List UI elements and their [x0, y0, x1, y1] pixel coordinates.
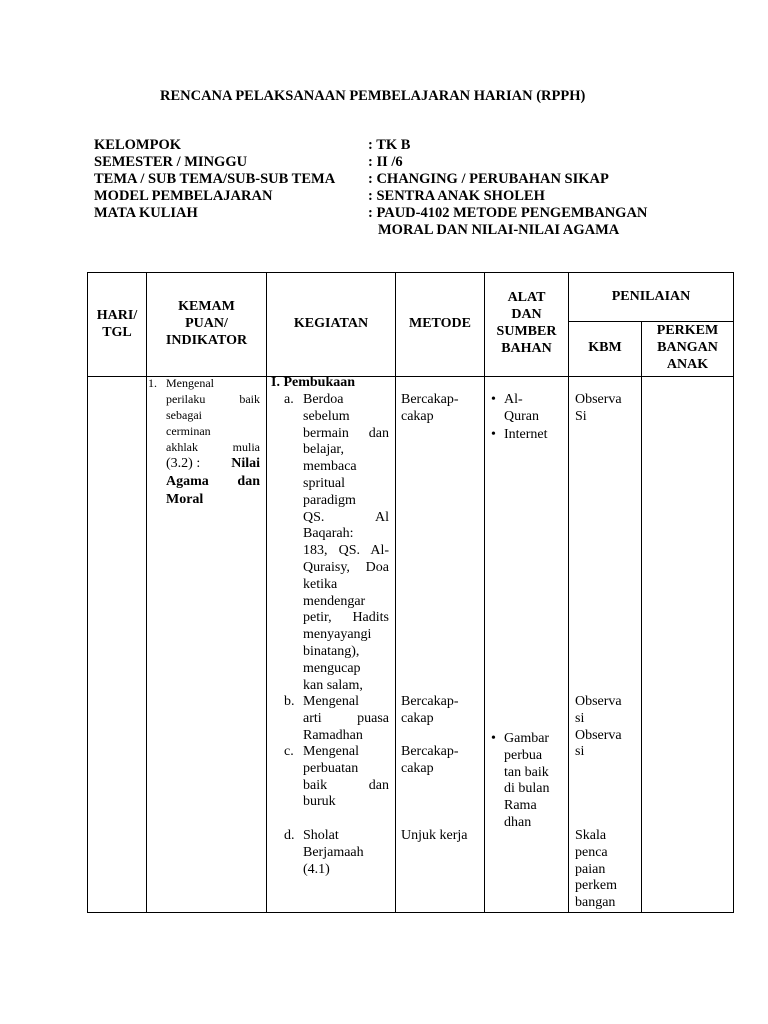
col-divider-2: [266, 272, 267, 913]
kbm-a: Observa Si: [575, 392, 622, 424]
table-border-bottom: [87, 912, 734, 913]
metode-c: Bercakap- cakap: [401, 744, 459, 776]
metode-a: Bercakap- cakap: [401, 392, 459, 424]
kegiatan-letter-b: b.: [284, 694, 295, 709]
kemampuan-number: 1.: [148, 376, 157, 390]
info-value-continuation: MORAL DAN NILAI-NILAI AGAMA: [378, 222, 620, 238]
col-divider-6: [641, 321, 642, 913]
info-value-mata-kuliah: : PAUD-4102 METODE PENGEMBANGAN: [368, 205, 648, 221]
header-metode: METODE: [409, 316, 471, 331]
header-alat: ALAT DAN SUMBER BAHAN: [496, 290, 557, 356]
alat-item-gambar: Gambar perbua tan baik di bulan Rama dhan: [504, 731, 550, 830]
kbm-d: Skala penca paian perkem bangan: [575, 828, 617, 911]
document-title: RENCANA PELAKSANAAN PEMBELAJARAN HARIAN (RPPH): [160, 88, 586, 104]
info-label-model: MODEL PEMBELAJARAN: [94, 188, 273, 204]
header-hari: HARI/ TGL: [96, 308, 138, 340]
kegiatan-letter-d: d.: [284, 828, 295, 843]
header-kbm: KBM: [588, 340, 622, 355]
kegiatan-letter-c: c.: [284, 744, 294, 759]
alat-bullet-2: •: [491, 427, 496, 442]
col-divider-4: [484, 272, 485, 913]
header-kemampuan: KEMAM PUAN/ INDIKATOR: [165, 299, 248, 348]
header-penilaian: PENILAIAN: [611, 289, 691, 304]
kegiatan-letter-a: a.: [284, 392, 294, 407]
header-perkembangan: PERKEM BANGAN ANAK: [656, 323, 719, 372]
alat-bullet-1: •: [491, 392, 496, 407]
alat-bullet-3: •: [491, 731, 496, 746]
info-label-mata-kuliah: MATA KULIAH: [94, 205, 198, 221]
metode-d: Unjuk kerja: [401, 828, 468, 843]
kegiatan-item-d: Sholat Berjamaah (4.1): [303, 828, 364, 877]
col-divider-3: [395, 272, 396, 913]
col-divider-5: [568, 272, 569, 913]
info-value-tema: : CHANGING / PERUBAHAN SIKAP: [368, 171, 609, 187]
kegiatan-item-a: Berdoa sebelum bermain dan belajar, membaca spritual paradigm QS. Al Baqarah: 183, QS. Al- Quraisy, Doa ketika mendengar petir, Hadits menyayangi binatang), mengucap kan salam,: [303, 392, 389, 693]
info-value-model: : SENTRA ANAK SHOLEH: [368, 188, 545, 204]
table-border-left: [87, 272, 88, 913]
metode-b: Bercakap- cakap: [401, 694, 459, 726]
info-label-kelompok: KELOMPOK: [94, 137, 181, 153]
kemampuan-indicator: Mengenal perilaku baik sebagai cerminan akhlak mulia (3.2) : Nilai Agama dan Moral: [166, 376, 260, 507]
kegiatan-section-pembukaan: I. Pembukaan: [271, 375, 356, 390]
header-kegiatan: KEGIATAN: [293, 316, 369, 331]
alat-item-internet: Internet: [504, 427, 548, 442]
col-divider-1: [146, 272, 147, 913]
kegiatan-item-b: Mengenal arti puasa Ramadhan: [303, 694, 389, 743]
table-border-top: [87, 272, 734, 273]
kegiatan-item-c: Mengenal perbuatan baik dan buruk: [303, 744, 389, 810]
info-value-kelompok: : TK B: [368, 137, 411, 153]
table-border-right: [733, 272, 734, 913]
alat-item-alquran: Al- Quran: [504, 392, 539, 424]
info-label-tema: TEMA / SUB TEMA/SUB-SUB TEMA: [94, 171, 336, 187]
kbm-b-c: Observa si Observa si: [575, 694, 622, 760]
info-value-semester: : II /6: [368, 154, 403, 170]
info-label-semester: SEMESTER / MINGGU: [94, 154, 248, 170]
